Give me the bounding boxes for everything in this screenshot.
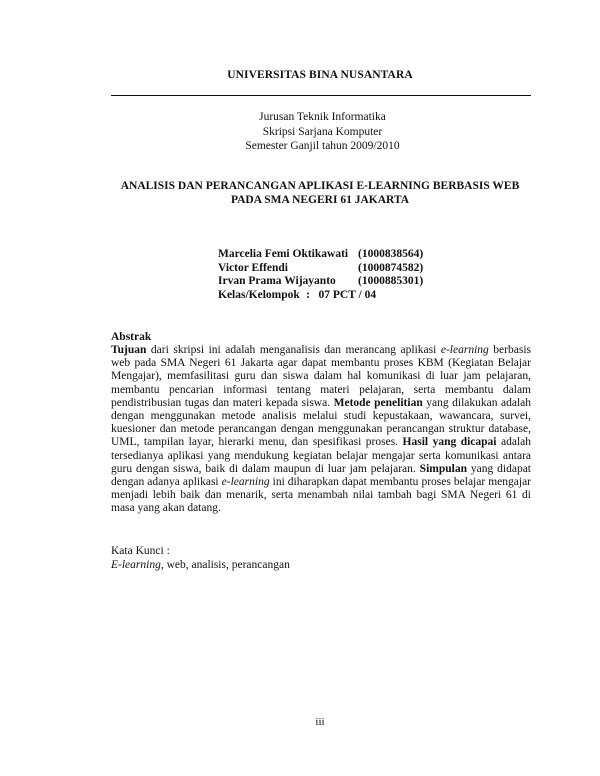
abstract-body — [111, 344, 531, 516]
title-line-2: PADA SMA NEGERI 61 JAKARTA — [230, 193, 410, 206]
metode-label: Metode penelitian — [333, 396, 423, 409]
thesis-title — [0, 180, 600, 207]
author-row — [218, 275, 423, 289]
hasil-label: Hasil yang dicapai — [402, 436, 497, 449]
author-name: Irvan Prama Wijayanto — [218, 275, 336, 287]
author-name: Victor Effendi — [218, 261, 288, 274]
program-line: Skripsi Sarjana Komputer — [262, 125, 383, 138]
department-block — [0, 110, 600, 154]
author-id: (1000885301) — [358, 275, 424, 287]
simpulan-text-post: ini diharapkan dapat membantu proses belajar mengajar menjadi lebih baik dan menarik, serta menambah nilai tambah bagi SMA Negeri 61 di masa yang akan datang. — [111, 476, 531, 515]
group-label: Kelas/Kelompok — [218, 288, 300, 301]
author-name: Marcelia Femi Oktikawati — [218, 248, 349, 260]
simpulan-label: Simpulan — [419, 462, 467, 475]
group-separator: : — [306, 288, 310, 301]
keyword-em: E-learning — [111, 559, 161, 571]
tujuan-em: e-learning — [440, 344, 489, 356]
author-id: (1000838564) — [358, 248, 424, 260]
group-row — [218, 289, 423, 303]
tujuan-label: Tujuan — [111, 344, 147, 356]
semester-line: Semester Ganjil tahun 2009/2010 — [245, 140, 400, 152]
keyword-rest: , web, analisis, perancangan — [160, 559, 290, 571]
group-value: 07 PCT / 04 — [318, 288, 377, 301]
department-line: Jurusan Teknik Informatika — [259, 111, 386, 123]
author-list — [218, 248, 423, 302]
author-id: (1000874582) — [358, 261, 424, 274]
header-rule — [111, 95, 531, 96]
simpulan-text-pre: yang didapat dengan adanya aplikasi — [111, 462, 531, 489]
hasil-text: adalah tersedianya aplikasi yang mendukung kegiatan belajar mengajar serta komunikasi antara guru dengan siswa, baik di dalam maupun di luar jam pelajaran. — [111, 436, 531, 475]
tujuan-text-post: berbasis web pada SMA Negeri 61 Jakarta agar dapat membantu proses KBM (Kegiatan Belajar Mengajar), memfasilitasi guru dan siswa dalam hal komunikasi di luar jam pelajaran, membantu pencarian informasi tentang materi pelajaran, serta membantu dalam pendistribusian tugas dan materi kepada siswa. — [111, 344, 531, 409]
keywords-heading: Kata Kunci : — [111, 545, 170, 557]
tujuan-text-pre: dari skripsi ini adalah menganalisis dan merancang aplikasi — [146, 344, 441, 356]
university-name: UNIVERSITAS BINA NUSANTARA — [227, 69, 413, 81]
author-row — [218, 248, 423, 262]
keywords-body — [111, 559, 290, 571]
metode-text: yang dilakukan adalah dengan menggunakan metode analisis melalui studi kepustakaan, wawancara, survei, kuesioner dan metode perancangan dengan menggunakan perancangan struktur database, UML, tampilan layar, hierarki menu, dan spesifikasi proses. — [111, 396, 531, 449]
simpulan-em: e-learning — [221, 476, 270, 489]
title-line-1: ANALISIS DAN PERANCANGAN APLIKASI E-LEARNING BERBASIS WEB — [120, 180, 520, 192]
author-row — [218, 262, 423, 276]
abstract-heading: Abstrak — [111, 331, 152, 343]
page-number: iii — [315, 716, 325, 728]
